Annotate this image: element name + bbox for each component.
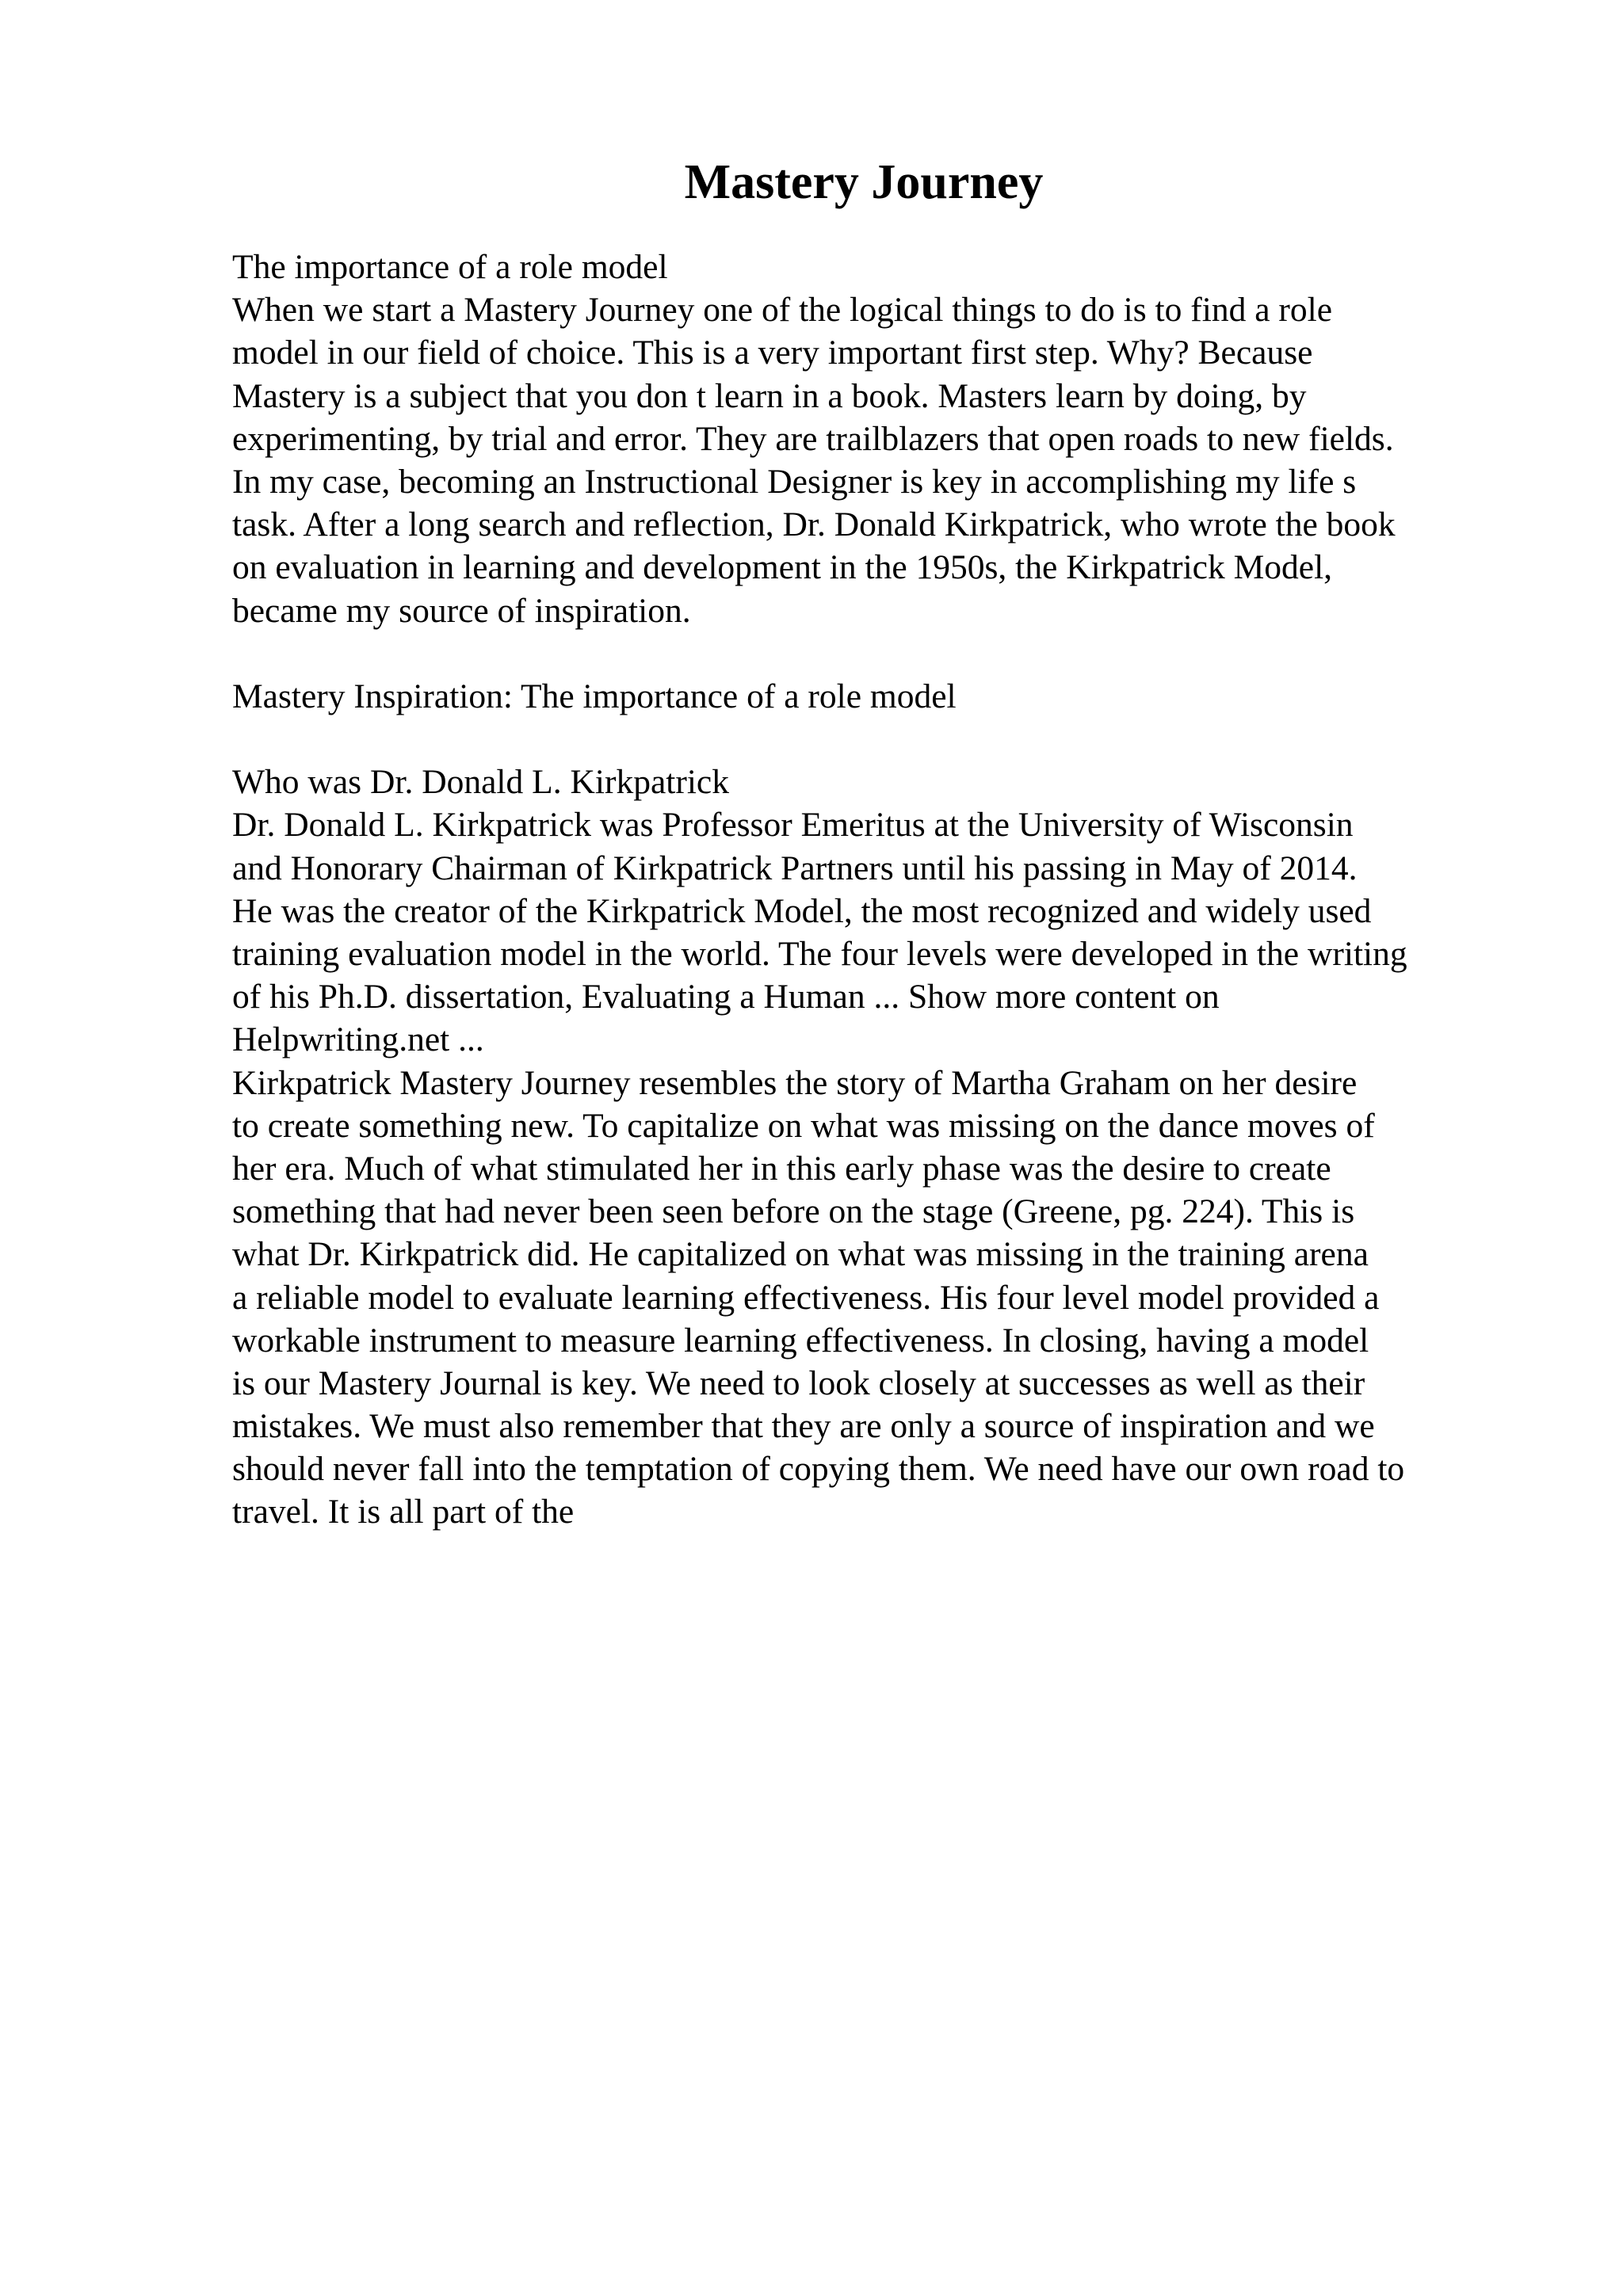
text-line: should never fall into the temptation of copying them. We need have our own road to: [232, 1450, 1405, 1489]
text-line: workable instrument to measure learning effectiveness. In closing, having a model: [232, 1321, 1369, 1360]
text-line: to create something new. To capitalize on what was missing on the dance moves of: [232, 1106, 1375, 1145]
text-line: Helpwriting.net ...: [232, 1020, 484, 1059]
text-line: He was the creator of the Kirkpatrick Model, the most recognized and widely used: [232, 891, 1372, 930]
text-line: Mastery Inspiration: The importance of a role model: [232, 677, 957, 715]
text-line: model in our field of choice. This is a very important first step. Why? Because: [232, 334, 1313, 372]
text-line: Dr. Donald L. Kirkpatrick was Professor Emeritus at the University of Wisconsin: [232, 806, 1354, 845]
blank-line: [232, 632, 1595, 675]
text-line: travel. It is all part of the: [232, 1493, 575, 1531]
text-line: Kirkpatrick Mastery Journey resembles the story of Martha Graham on her desire: [232, 1063, 1358, 1102]
blank-line: [232, 718, 1595, 761]
text-line: is our Mastery Journal is key. We need to look closely at successes as well as their: [232, 1363, 1365, 1402]
document-body: [232, 246, 1595, 1534]
text-line: Mastery is a subject that you don t learn in a book. Masters learn by doing, by: [232, 376, 1307, 415]
text-line: something that had never been seen before on the stage (Greene, pg. 224). This is: [232, 1192, 1355, 1231]
text-line: The importance of a role model: [232, 248, 668, 286]
document-title: Mastery Journey: [684, 155, 1044, 209]
text-line: experimenting, by trial and error. They are trailblazers that open roads to new fields.: [232, 419, 1394, 458]
text-line: her era. Much of what stimulated her in this early phase was the desire to create: [232, 1149, 1331, 1188]
text-line: training evaluation model in the world. The four levels were developed in the writing: [232, 935, 1407, 973]
text-line: When we start a Mastery Journey one of the logical things to do is to find a role: [232, 291, 1333, 330]
text-line: In my case, becoming an Instructional Designer is key in accomplishing my life s: [232, 462, 1357, 501]
text-line: on evaluation in learning and development in the 1950s, the Kirkpatrick Model,: [232, 548, 1333, 587]
text-line: became my source of inspiration.: [232, 591, 691, 630]
text-line: of his Ph.D. dissertation, Evaluating a Human ... Show more content on: [232, 978, 1220, 1016]
text-line: Who was Dr. Donald L. Kirkpatrick: [232, 763, 729, 802]
text-line: what Dr. Kirkpatrick did. He capitalized on what was missing in the training arena: [232, 1235, 1369, 1274]
text-line: and Honorary Chairman of Kirkpatrick Partners until his passing in May of 2014.: [232, 849, 1358, 887]
text-line: a reliable model to evaluate learning effectiveness. His four level model provided a: [232, 1278, 1380, 1317]
text-line: task. After a long search and reflection, Dr. Donald Kirkpatrick, who wrote the book: [232, 505, 1396, 544]
text-line: mistakes. We must also remember that they are only a source of inspiration and we: [232, 1407, 1375, 1446]
